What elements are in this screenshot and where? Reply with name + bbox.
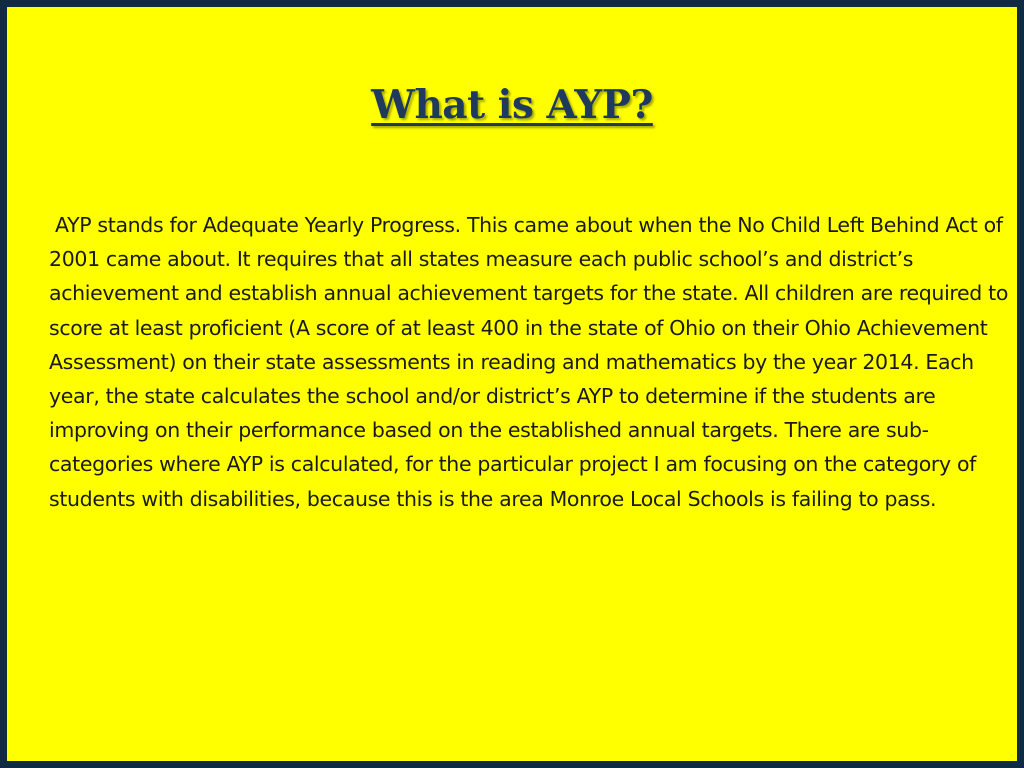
slide-title: What is AYP? — [371, 82, 653, 128]
slide-body-text — [49, 208, 1017, 516]
body-paragraph: AYP stands for Adequate Yearly Progress. This came about when the No Child Left Behind Act of 2001 came about. It requires that all states measure each public school’s and district’s achievement and establish annual achievement targets for the state. All children are required to score at least proficient (A score of at least 400 in the state of Ohio on their Ohio Achievement Assessment) on their state assessments in reading and mathematics by the year 2014. Each year, the state calculates the school and/or district’s AYP to determine if the students are improving on their performance based on the established annual targets. There are sub-categories where AYP is calculated, for the particular project I am focusing on the category of students with disabilities, because this is the area Monroe Local Schools is failing to pass. — [49, 213, 1009, 511]
slide — [7, 7, 1017, 761]
